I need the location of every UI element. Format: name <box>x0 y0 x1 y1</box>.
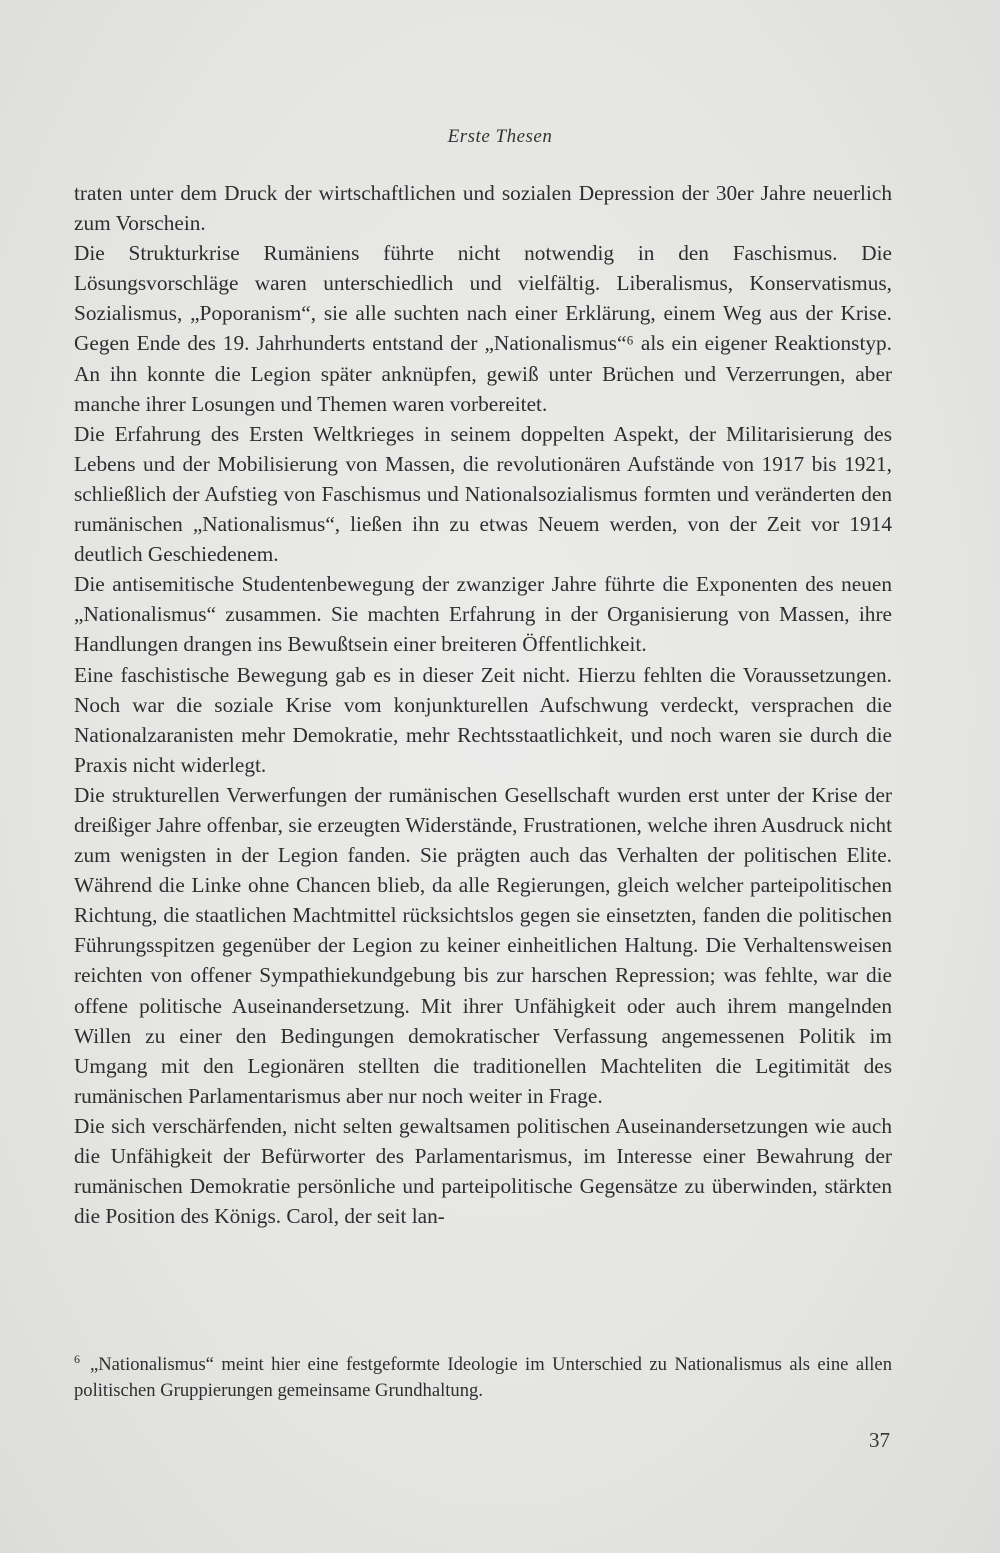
paragraph: traten unter dem Druck der wirtschaftlichen und sozialen Depression der 30er Jahre neuerlich zum Vorschein. <box>74 181 892 236</box>
paragraph: Die Strukturkrise Rumäniens führte nicht notwendig in den Faschismus. Die Lösungsvorschläge waren unterschiedlich und vielfältig. Liberalismus, Konservatismus, Sozialismus, „Poporanism“, sie alle suchten nach einer Erklärung, einem Weg aus der Krise. Gegen Ende des 19. Jahrhunderts entstand der „Nationalismus“⁶ als ein eigener Reaktionstyp. An ihn konnte die Legion später anknüpfen, gewiß unter Brüchen und Verzerrungen, aber manche ihrer Losungen und Themen waren vorbereitet. <box>74 241 892 416</box>
paragraph: Die antisemitische Studentenbewegung der zwanziger Jahre führte die Exponenten des neuen „Nationalismus“ zusammen. Sie machten Erfahrung in der Organisierung von Massen, ihre Handlungen drangen ins Bewußtsein einer breiteren Öffentlichkeit. <box>74 572 892 657</box>
paragraph: Die sich verschärfenden, nicht selten gewaltsamen politischen Auseinandersetzungen wie auch die Unfähigkeit der Befürworter des Parlamentarismus, im Interesse einer Bewahrung der rumänischen Demokratie persönliche und parteipolitische Gegensätze zu überwinden, stärkten die Position des Königs. Carol, der seit lan- <box>74 1113 892 1229</box>
footnote-text: „Nationalismus“ meint hier eine festgeformte Ideologie im Unterschied zu Nationalismus als eine allen politischen Gruppierungen gemeinsame Grundhaltung. <box>74 1354 892 1402</box>
footnote-mark: 6 <box>74 1352 80 1366</box>
body-text <box>74 178 892 1231</box>
page-number: 37 <box>869 1428 890 1452</box>
paragraph: Eine faschistische Bewegung gab es in dieser Zeit nicht. Hierzu fehlten die Voraussetzungen. Noch war die soziale Krise vom konjunkturellen Aufschwung verdeckt, versprachen die Nationalzaranisten mehr Demokratie, mehr Rechtsstaatlichkeit, und noch waren sie durch die Praxis nicht widerlegt. <box>74 662 892 777</box>
paragraph: Die strukturellen Verwerfungen der rumänischen Gesellschaft wurden erst unter der Krise der dreißiger Jahre offenbar, sie erzeugten Widerstände, Frustrationen, welche ihren Ausdruck nicht zum wenigsten in der Legion fanden. Sie prägten auch das Verhalten der politischen Elite. Während die Linke ohne Chancen blieb, da alle Regierungen, gleich welcher parteipolitischen Richtung, die staatlichen Machtmittel rücksichtslos gegen sie einsetzten, fanden die politischen Führungsspitzen gegenüber der Legion zu keiner einheitlichen Haltung. Die Verhaltensweisen reichten von offener Sympathiekundgebung bis zur harschen Repression; was fehlte, war die offene politische Auseinandersetzung. Mit ihrer Unfähigkeit oder auch ihrem mangelnden Willen zu einer den Bedingungen demokratischer Verfassung angemessenen Politik im Umgang mit den Legionären stellten die traditionellen Machteliten die Legitimität des rumänischen Parlamentarismus aber nur noch weiter in Frage. <box>74 782 892 1108</box>
paragraph: Die Erfahrung des Ersten Weltkrieges in seinem doppelten Aspekt, der Militarisierung des Lebens und der Mobilisierung von Massen, die revolutionären Aufstände von 1917 bis 1921, schließlich der Aufstieg von Faschismus und Nationalsozialismus formten und veränderten den rumänischen „Nationalismus“, ließen ihn zu etwas Neuem werden, von der Zeit vor 1914 deutlich Geschiedenem. <box>74 421 892 567</box>
footnote <box>74 1346 892 1404</box>
running-head: Erste Thesen <box>447 126 553 147</box>
